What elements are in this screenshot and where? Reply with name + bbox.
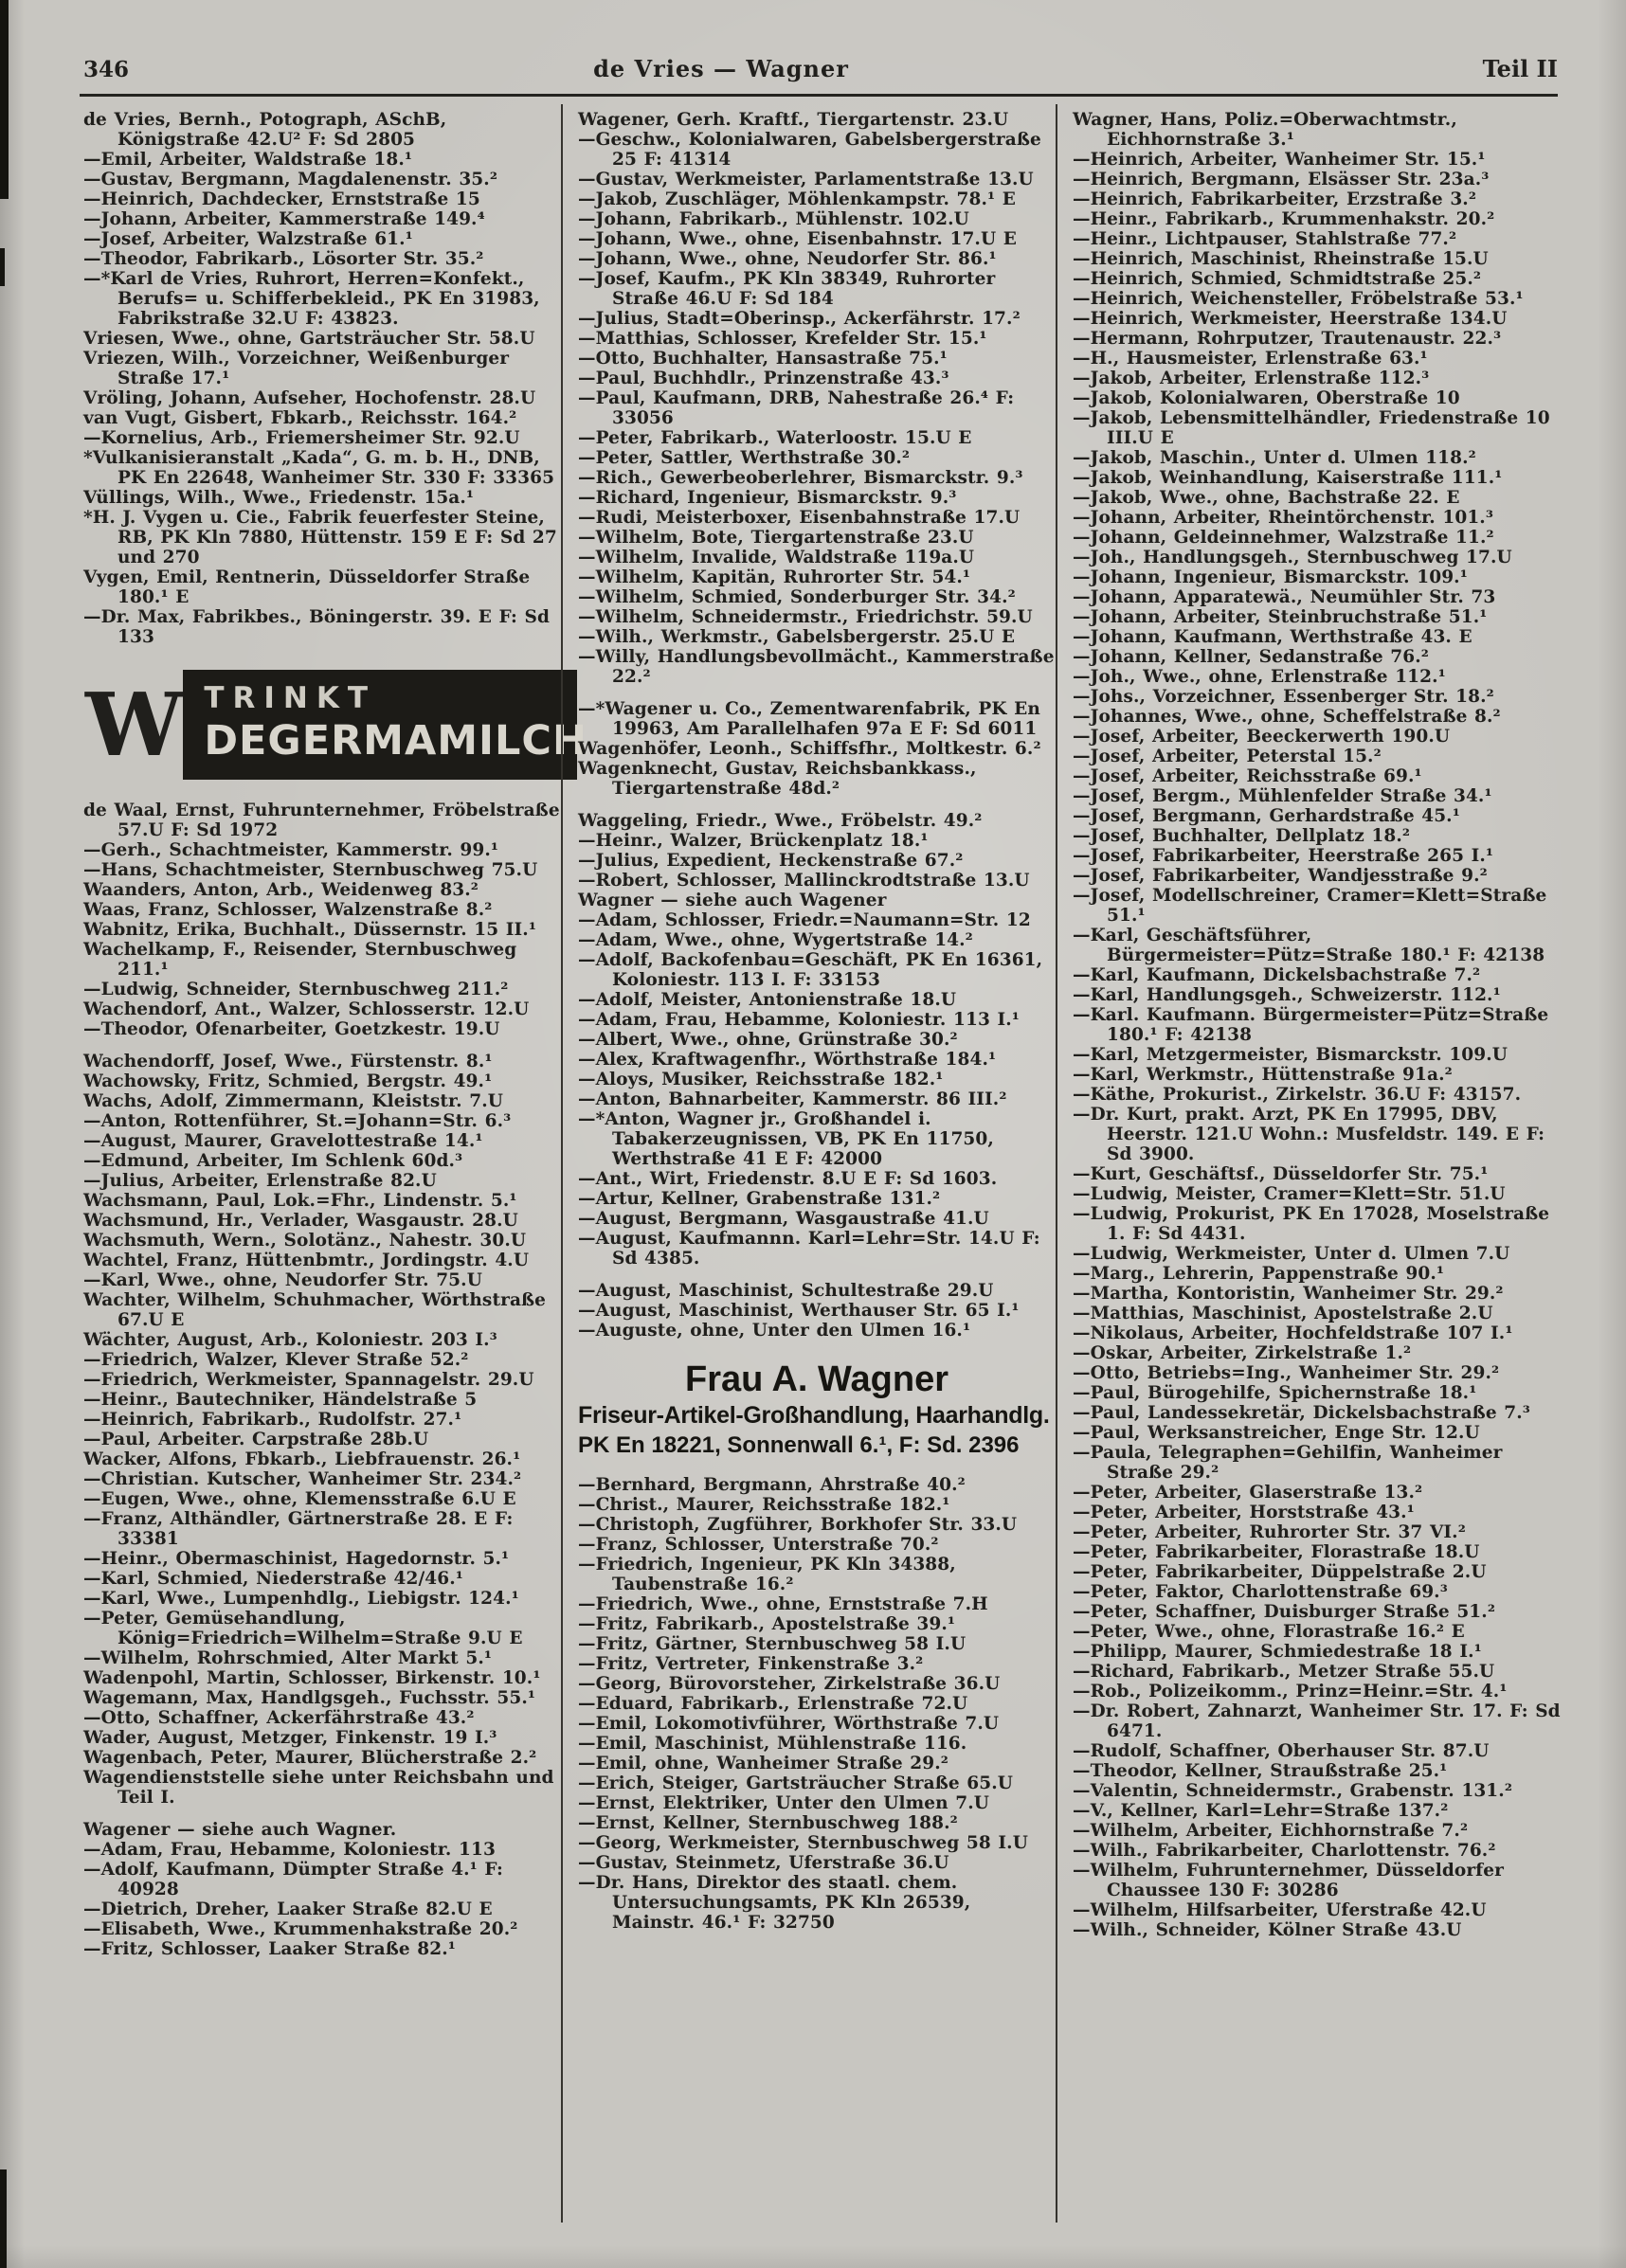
directory-entry: —Eduard, Fabrikarb., Erlenstraße 72.U [578, 1694, 968, 1714]
page-header [83, 55, 1558, 87]
directory-entry: Wachtel, Franz, Hüttenbmtr., Jordingstr. 4.U [83, 1251, 530, 1270]
directory-entry: —Richard, Ingenieur, Bismarckstr. 9.³ [578, 488, 957, 508]
directory-entry: —Heinr., Fabrikarb., Krummenhakstr. 20.² [1073, 209, 1495, 229]
directory-entry: —Fritz, Schlosser, Laaker Straße 82.¹ [83, 1939, 456, 1959]
directory-entry: —Gerh., Schachtmeister, Kammerstr. 99.¹ [83, 840, 499, 860]
directory-entry: —Johann, Kellner, Sedanstraße 76.² [1073, 647, 1429, 667]
directory-entry: —Peter, Schaffner, Duisburger Straße 51.² [1073, 1602, 1496, 1622]
directory-entry: —Ernst, Elektriker, Unter den Ulmen 7.U [578, 1793, 989, 1813]
directory-entry: —Bernhard, Bergmann, Ahrstraße 40.² [578, 1475, 966, 1495]
directory-entry: —Julius, Expedient, Heckenstraße 67.² [578, 851, 964, 871]
directory-entry: —Willy, Handlungsbevollmächt., Kammerstraße 22.² [578, 647, 1055, 687]
directory-entry: —August, Kaufmannn. Karl=Lehr=Str. 14.U F: Sd 4385. [578, 1229, 1040, 1269]
directory-entry: —Friedrich, Walzer, Klever Straße 52.² [83, 1350, 469, 1370]
directory-entry: —Wilh., Fabrikarbeiter, Charlottenstr. 76.² [1073, 1841, 1496, 1861]
directory-entry: —Adam, Frau, Hebamme, Koloniestr. 113 I.¹ [578, 1010, 1020, 1030]
directory-entry: —Fritz, Fabrikarb., Apostelstraße 39.¹ [578, 1614, 956, 1634]
directory-entry: —Peter, Sattler, Werthstraße 30.² [578, 448, 911, 468]
directory-entry: —Wilhelm, Arbeiter, Eichhornstraße 7.² [1073, 1821, 1469, 1841]
directory-entry: —Heinrich, Schmied, Schmidtstraße 25.² [1073, 269, 1482, 289]
directory-entry: —Adolf, Kaufmann, Dümpter Straße 4.¹ F: 40928 [83, 1860, 503, 1899]
directory-entry: —Alex, Kraftwagenfhr., Wörthstraße 184.¹ [578, 1050, 997, 1070]
directory-entry: Waas, Franz, Schlosser, Walzenstraße 8.² [83, 900, 493, 920]
directory-entry: —Friedrich, Ingenieur, PK Kln 34388, Taubenstraße 16.² [578, 1555, 956, 1594]
directory-entry: —Josef, Kaufm., PK Kln 38349, Ruhrorter Straße 46.U F: Sd 184 [578, 269, 996, 309]
directory-entry: —Karl, Geschäftsführer, Bürgermeister=Pütz=Straße 180.¹ F: 42138 [1073, 926, 1545, 965]
directory-entry: —Heinr., Obermaschinist, Hagedornstr. 5.¹ [83, 1549, 510, 1569]
directory-entry: —Heinr., Lichtpauser, Stahlstraße 77.² [1073, 229, 1457, 249]
directory-entry: Wagener — siehe auch Wagner. [83, 1820, 397, 1840]
directory-entry: —Heinrich, Fabrikarbeiter, Erzstraße 3.² [1073, 189, 1477, 209]
directory-entry: Wagenbach, Peter, Maurer, Blücherstraße 2.² [83, 1748, 537, 1768]
directory-entry: —Dr. Max, Fabrikbes., Böningerstr. 39. E F: Sd 133 [83, 607, 550, 647]
wagner-ad-line1: Frau A. Wagner [685, 1359, 948, 1399]
directory-entry: —August, Maschinist, Schultestraße 29.U [578, 1281, 994, 1301]
directory-entry: Wachsmund, Hr., Verlader, Wasgaustr. 28.U [83, 1211, 518, 1231]
directory-entry: Wagendienststelle siehe unter Reichsbahn und Teil I. [83, 1768, 554, 1808]
directory-entry: —Nikolaus, Arbeiter, Hochfeldstraße 107 I.¹ [1073, 1323, 1513, 1343]
part-label: Teil II [1482, 55, 1558, 82]
directory-entry: —*Anton, Wagner jr., Großhandel i. Tabakerzeugnissen, VB, PK En 11750, Werthstraße 41 E F: 42000 [578, 1109, 994, 1169]
directory-entry: Wagenhöfer, Leonh., Schiffsfhr., Moltkestr. 6.² [578, 739, 1041, 759]
column-1 [83, 104, 587, 2223]
directory-entry: —Julius, Stadt=Oberinsp., Ackerfährstr. 17.² [578, 309, 1021, 329]
directory-entry: —Johann, Apparatewä., Neumühler Str. 73 [1073, 587, 1496, 607]
directory-entry: Wagemann, Max, Handlgsgeh., Fuchsstr. 55.¹ [83, 1688, 536, 1708]
directory-entry: —Wilhelm, Invalide, Waldstraße 119a.U [578, 548, 975, 567]
directory-entry: —Matthias, Maschinist, Apostelstraße 2.U [1073, 1304, 1493, 1323]
directory-entry: —Josef, Arbeiter, Peterstal 15.² [1073, 747, 1382, 766]
directory-entry: Wader, August, Metzger, Finkenstr. 19 I.³ [83, 1728, 497, 1748]
header-rule [80, 94, 1558, 97]
directory-entry: —Wilhelm, Schmied, Sonderburger Str. 34.² [578, 587, 1016, 607]
directory-entry: —Peter, Arbeiter, Glaserstraße 13.² [1073, 1483, 1423, 1503]
milk-ad-line2: DEGERMAMILCH [204, 717, 587, 765]
directory-entry: —Karl, Werkmstr., Hüttenstraße 91a.² [1073, 1065, 1453, 1085]
page-number: 346 [83, 57, 130, 82]
directory-entry: —Artur, Kellner, Grabenstraße 131.² [578, 1189, 941, 1209]
directory-entry: —Fritz, Vertreter, Finkenstraße 3.² [578, 1654, 924, 1674]
directory-entry: —Albert, Wwe., ohne, Grünstraße 30.² [578, 1030, 958, 1050]
directory-entry: —Heinrich, Werkmeister, Heerstraße 134.U [1073, 309, 1508, 329]
directory-entry: —Johann, Ingenieur, Bismarckstr. 109.¹ [1073, 567, 1468, 587]
directory-entry: —Ludwig, Schneider, Sternbuschweg 211.² [83, 980, 509, 999]
scan-artifact [0, 248, 5, 286]
directory-entry: —August, Bergmann, Wasgaustraße 41.U [578, 1209, 989, 1229]
directory-entry: —Peter, Arbeiter, Ruhrorter Str. 37 VI.² [1073, 1522, 1466, 1542]
directory-entry: —Jakob, Kolonialwaren, Oberstraße 10 [1073, 388, 1460, 408]
directory-entry: Wachendorff, Josef, Wwe., Fürstenstr. 8.¹ [83, 1052, 493, 1071]
directory-entry: Waggeling, Friedr., Wwe., Fröbelstr. 49.² [578, 811, 983, 831]
directory-entry: —Ant., Wirt, Friedenstr. 8.U E F: Sd 1603. [578, 1169, 998, 1189]
directory-entry: —Peter, Wwe., ohne, Florastraße 16.² E [1073, 1622, 1465, 1642]
directory-entry: —*Karl de Vries, Ruhrort, Herren=Konfekt., Berufs= u. Schifferbekleid., PK En 31983, Fabrikstraße 32.U F: 43823. [83, 269, 540, 329]
running-title: de Vries — Wagner [593, 55, 849, 82]
directory-entry: Wagener, Gerh. Kraftf., Tiergartenstr. 23.U [578, 110, 1009, 130]
directory-entry: —Wilhelm, Rohrschmied, Alter Markt 5.¹ [83, 1648, 493, 1668]
directory-entry: —Paul, Landessekretär, Dickelsbachstraße 7.³ [1073, 1403, 1530, 1423]
directory-entry: —Heinr., Walzer, Brückenplatz 18.¹ [578, 831, 929, 851]
directory-entry: —Gustav, Steinmetz, Uferstraße 36.U [578, 1853, 949, 1873]
directory-entry: —Jakob, Lebensmittelhändler, Friedenstraße 10 III.U E [1073, 408, 1550, 448]
directory-entry: —Paul, Arbeiter. Carpstraße 28b.U [83, 1430, 429, 1449]
directory-entry: —Josef, Bergm., Mühlenfelder Straße 34.¹ [1073, 786, 1492, 806]
directory-entry: —Franz, Schlosser, Unterstraße 70.² [578, 1535, 939, 1555]
directory-entry: —Jakob, Weinhandlung, Kaiserstraße 111.¹ [1073, 468, 1503, 488]
directory-entry: Vüllings, Wilh., Wwe., Friedenstr. 15a.¹ [83, 488, 475, 508]
directory-entry: —Peter, Fabrikarbeiter, Düppelstraße 2.U [1073, 1562, 1487, 1582]
directory-entry: Wabnitz, Erika, Buchhalt., Düssernstr. 15 II.¹ [83, 920, 537, 940]
directory-entry: —Josef, Fabrikarbeiter, Heerstraße 265 I.¹ [1073, 846, 1494, 866]
directory-entry: —Käthe, Prokurist., Zirkelstr. 36.U F: 43157. [1073, 1085, 1522, 1105]
directory-entry: —*Wagener u. Co., Zementwarenfabrik, PK En 19963, Am Parallelhafen 97a E F: Sd 6011 [578, 699, 1040, 739]
directory-entry: —Rudolf, Schaffner, Oberhauser Str. 87.U [1073, 1741, 1490, 1761]
spacer [83, 1039, 561, 1052]
directory-entry: —Geschw., Kolonialwaren, Gabelsbergerstraße 25 F: 41314 [578, 130, 1041, 170]
directory-entry: —Philipp, Maurer, Schmiedestraße 18 I.¹ [1073, 1642, 1482, 1662]
directory-entry: Vriezen, Wilh., Vorzeichner, Weißenburger Straße 17.¹ [83, 349, 510, 388]
directory-entry: —Otto, Buchhalter, Hansastraße 75.¹ [578, 349, 948, 369]
directory-entry: —Emil, ohne, Wanheimer Straße 29.² [578, 1754, 948, 1773]
directory-entry: —Otto, Betriebs=Ing., Wanheimer Str. 29.² [1073, 1363, 1500, 1383]
directory-entry: —Valentin, Schneidermstr., Grabenstr. 131.² [1073, 1781, 1513, 1801]
directory-entry: —Johannes, Wwe., ohne, Scheffelstraße 8.² [1073, 707, 1501, 727]
directory-entry: —Marg., Lehrerin, Pappenstraße 90.¹ [1073, 1264, 1445, 1284]
column-3 [1056, 104, 1563, 2223]
directory-entry: —Peter, Arbeiter, Horststraße 43.¹ [1073, 1503, 1415, 1522]
directory-entry: —Johann, Arbeiter, Steinbruchstraße 51.¹ [1073, 607, 1488, 627]
directory-entry: —Josef, Fabrikarbeiter, Wandjesstraße 9.² [1073, 866, 1488, 886]
spacer [578, 1269, 1056, 1281]
directory-columns [83, 104, 1563, 2223]
directory-entry: —Karl, Wwe., Lumpenhdlg., Liebigstr. 124.¹ [83, 1589, 519, 1609]
directory-entry: —Joh., Handlungsgeh., Sternbuschweg 17.U [1073, 548, 1512, 567]
directory-entry: —Christ., Maurer, Reichsstraße 182.¹ [578, 1495, 950, 1515]
directory-entry: —August, Maschinist, Werthauser Str. 65 I.¹ [578, 1301, 1020, 1321]
directory-entry: Wachsmann, Paul, Lok.=Fhr., Lindenstr. 5.¹ [83, 1191, 517, 1211]
directory-entry: Wachs, Adolf, Zimmermann, Kleiststr. 7.U [83, 1091, 504, 1111]
directory-entry: —Heinrich, Dachdecker, Ernststraße 15 [83, 189, 480, 209]
directory-entry: —Elisabeth, Wwe., Krummenhakstraße 20.² [83, 1919, 518, 1939]
section-initial-w: W [85, 674, 184, 776]
directory-entry: Wachowsky, Fritz, Schmied, Bergstr. 49.¹ [83, 1071, 493, 1091]
directory-entry: —Christoph, Zugführer, Borkhofer Str. 33.U [578, 1515, 1018, 1535]
directory-entry: —Hans, Schachtmeister, Sternbuschweg 75.U [83, 860, 538, 880]
directory-entry: —Johann, Kaufmann, Werthstraße 43. E [1073, 627, 1472, 647]
directory-entry: —Josef, Arbeiter, Reichsstraße 69.¹ [1073, 766, 1422, 786]
directory-entry: —Jakob, Zuschläger, Möhlenkampstr. 78.¹ E [578, 189, 1016, 209]
directory-entry: —Oskar, Arbeiter, Zirkelstraße 1.² [1073, 1343, 1412, 1363]
directory-entry: —Georg, Bürovorsteher, Zirkelstraße 36.U [578, 1674, 1001, 1694]
directory-entry: —Wilh., Werkmstr., Gabelsbergerstr. 25.U E [578, 627, 1016, 647]
directory-entry: Wachendorf, Ant., Walzer, Schlosserstr. 12.U [83, 999, 530, 1019]
directory-entry: Wachsmuth, Wern., Solotänz., Nahestr. 30.U [83, 1231, 527, 1251]
directory-entry: —Peter, Gemüsehandlung, König=Friedrich=Wilhelm=Straße 9.U E [83, 1609, 523, 1648]
directory-entry: —Emil, Lokomotivführer, Wörthstraße 7.U [578, 1714, 1000, 1734]
directory-entry: —Peter, Fabrikarb., Waterloostr. 15.U E [578, 428, 972, 448]
directory-entry: —Heinr., Bautechniker, Händelstraße 5 [83, 1390, 478, 1410]
directory-entry: —Robert, Schlosser, Mallinckrodtstraße 13.U [578, 871, 1030, 891]
directory-entry: —Franz, Althändler, Gärtnerstraße 28. E F: 33381 [83, 1509, 514, 1549]
directory-entry: —Julius, Arbeiter, Erlenstraße 82.U [83, 1171, 437, 1191]
directory-entry: —Wilhelm, Hilfsarbeiter, Uferstraße 42.U [1073, 1900, 1487, 1920]
directory-entry: —V., Kellner, Karl=Lehr=Straße 137.² [1073, 1801, 1449, 1821]
directory-entry: —Johs., Vorzeichner, Essenberger Str. 18.² [1073, 687, 1494, 707]
directory-entry: —Ludwig, Prokurist, PK En 17028, Moselstraße 1. F: Sd 4431. [1073, 1204, 1550, 1244]
directory-entry: —Theodor, Fabrikarb., Lösorter Str. 35.² [83, 249, 484, 269]
directory-entry: —Johann, Fabrikarb., Mühlenstr. 102.U [578, 209, 969, 229]
directory-entry: —Dietrich, Dreher, Laaker Straße 82.U E [83, 1899, 493, 1919]
directory-entry: —Paul, Werksanstreicher, Enge Str. 12.U [1073, 1423, 1480, 1443]
directory-entry: —Jakob, Maschin., Unter d. Ulmen 118.² [1073, 448, 1476, 468]
directory-entry: —Adolf, Backofenbau=Geschäft, PK En 16361, Koloniestr. 113 I. F: 33153 [578, 950, 1043, 990]
directory-entry: —Friedrich, Werkmeister, Spannagelstr. 29.U [83, 1370, 534, 1390]
directory-entry: —Ludwig, Meister, Cramer=Klett=Str. 51.U [1073, 1184, 1506, 1204]
directory-entry: —Wilh., Schneider, Kölner Straße 43.U [1073, 1920, 1462, 1940]
directory-entry: —Eugen, Wwe., ohne, Klemensstraße 6.U E [83, 1489, 516, 1509]
directory-entry: —Heinrich, Arbeiter, Wanheimer Str. 15.¹ [1073, 150, 1486, 170]
directory-entry: —Paul, Bürogehilfe, Spichernstraße 18.¹ [1073, 1383, 1477, 1403]
milk-ad-box [183, 670, 587, 780]
directory-entry: —Heinrich, Bergmann, Elsässer Str. 23a.³ [1073, 170, 1490, 189]
directory-entry: —Karl, Schmied, Niederstraße 42/46.¹ [83, 1569, 463, 1589]
directory-entry: Vriesen, Wwe., ohne, Gartsträucher Str. 58.U [83, 329, 535, 349]
directory-entry: —Adam, Frau, Hebamme, Koloniestr. 113 [83, 1840, 496, 1860]
directory-entry: —Heinrich, Maschinist, Rheinstraße 15.U [1073, 249, 1489, 269]
directory-entry: de Vries, Bernh., Potograph, ASchB, Königstraße 42.U² F: Sd 2805 [83, 110, 447, 150]
directory-entry: —H., Hausmeister, Erlenstraße 63.¹ [1073, 349, 1428, 369]
directory-entry: —Ludwig, Werkmeister, Unter d. Ulmen 7.U [1073, 1244, 1510, 1264]
directory-entry: Wadenpohl, Martin, Schlosser, Birkenstr. 10.¹ [83, 1668, 541, 1688]
directory-entry: —Emil, Maschinist, Mühlenstraße 116. [578, 1734, 967, 1754]
directory-entry: —Otto, Schaffner, Ackerfährstraße 43.² [83, 1708, 475, 1728]
directory-entry: —Christian. Kutscher, Wanheimer Str. 234.² [83, 1469, 522, 1489]
directory-entry: —Friedrich, Wwe., ohne, Ernststraße 7.H [578, 1594, 988, 1614]
directory-entry: —Theodor, Ofenarbeiter, Goetzkestr. 19.U [83, 1019, 500, 1039]
directory-entry: —Josef, Modellschreiner, Cramer=Klett=Straße 51.¹ [1073, 886, 1547, 926]
directory-entry: Waanders, Anton, Arb., Weidenweg 83.² [83, 880, 479, 900]
directory-entry: —Karl, Wwe., ohne, Neudorfer Str. 75.U [83, 1270, 482, 1290]
directory-entry: Wachter, Wilhelm, Schuhmacher, Wörthstraße 67.U E [83, 1290, 547, 1330]
directory-entry: —Paula, Telegraphen=Gehilfin, Wanheimer Straße 29.² [1073, 1443, 1503, 1483]
directory-entry: —Jakob, Arbeiter, Erlenstraße 112.³ [1073, 369, 1430, 388]
directory-entry: —Dr. Hans, Direktor des staatl. chem. Untersuchungsamts, PK Kln 26539, Mainstr. 46.¹ F: 32750 [578, 1873, 971, 1933]
directory-entry: —Wilhelm, Fuhrunternehmer, Düsseldorfer Chaussee 130 F: 30286 [1073, 1861, 1504, 1900]
directory-entry: —Hermann, Rohrputzer, Trautenaustr. 22.³ [1073, 329, 1502, 349]
directory-entry: —Johann, Arbeiter, Rheintörchenstr. 101.³ [1073, 508, 1494, 528]
wagner-ad-line3: PK En 18221, Sonnenwall 6.¹, F: Sd. 2396 [578, 1432, 1020, 1458]
directory-entry: —Karl, Metzgermeister, Bismarckstr. 109.U [1073, 1045, 1509, 1065]
directory-entry: —Peter, Faktor, Charlottenstraße 69.³ [1073, 1582, 1448, 1602]
spacer [578, 799, 1056, 811]
directory-entry: —Joh., Wwe., ohne, Erlenstraße 112.¹ [1073, 667, 1446, 687]
directory-entry: —Johann, Wwe., ohne, Eisenbahnstr. 17.U E [578, 229, 1017, 249]
milk-ad-line1: TRINKT [204, 681, 376, 715]
directory-entry: —Wilhelm, Schneidermstr., Friedrichstr. 59.U [578, 607, 1033, 627]
directory-entry: —Erich, Steiger, Gartsträucher Straße 65.U [578, 1773, 1013, 1793]
directory-entry: —Emil, Arbeiter, Waldstraße 18.¹ [83, 150, 413, 170]
directory-entry: —Johann, Arbeiter, Kammerstraße 149.⁴ [83, 209, 485, 229]
directory-entry: —Josef, Arbeiter, Beeckerwerth 190.U [1073, 727, 1451, 747]
directory-entry: —Wilhelm, Kapitän, Ruhrorter Str. 54.¹ [578, 567, 971, 587]
spacer [83, 1808, 561, 1820]
directory-entry: de Waal, Ernst, Fuhrunternehmer, Fröbelstraße 57.U F: Sd 1972 [83, 801, 560, 840]
directory-entry: —Ernst, Kellner, Sternbuschweg 188.² [578, 1813, 958, 1833]
directory-entry: —Rich., Gewerbeoberlehrer, Bismarckstr. 9.³ [578, 468, 1023, 488]
directory-entry: —Adam, Schlosser, Friedr.=Naumann=Str. 12 [578, 910, 1031, 930]
column-2 [561, 104, 1056, 2223]
directory-entry: —Johann, Wwe., ohne, Neudorfer Str. 86.¹ [578, 249, 997, 269]
directory-entry: —Dr. Robert, Zahnarzt, Wanheimer Str. 17. F: Sd 6471. [1073, 1701, 1561, 1741]
directory-entry: —Josef, Buchhalter, Dellplatz 18.² [1073, 826, 1411, 846]
directory-entry: —Auguste, ohne, Unter den Ulmen 16.¹ [578, 1321, 971, 1341]
directory-entry: —Adam, Wwe., ohne, Wygertstraße 14.² [578, 930, 973, 950]
directory-entry: —Richard, Fabrikarb., Metzer Straße 55.U [1073, 1662, 1495, 1682]
directory-entry: —Aloys, Musiker, Reichsstraße 182.¹ [578, 1070, 944, 1089]
scan-artifact [0, 0, 9, 199]
directory-entry: —Josef, Arbeiter, Walzstraße 61.¹ [83, 229, 413, 249]
directory-entry: —Paul, Kaufmann, DRB, Nahestraße 26.⁴ F: 33056 [578, 388, 1015, 428]
directory-entry: —Karl. Kaufmann. Bürgermeister=Pütz=Straße 180.¹ F: 42138 [1073, 1005, 1549, 1045]
directory-entry: —Gustav, Werkmeister, Parlamentstraße 13.U [578, 170, 1034, 189]
directory-entry: —Josef, Bergmann, Gerhardstraße 45.¹ [1073, 806, 1460, 826]
directory-entry: —Georg, Werkmeister, Sternbuschweg 58 I.U [578, 1833, 1028, 1853]
directory-entry: *H. J. Vygen u. Cie., Fabrik feuerfester Steine, RB, PK Kln 7880, Hüttenstr. 159 E F: Sd 27 und 270 [83, 508, 557, 567]
directory-entry: Wagner, Hans, Poliz.=Oberwachtmstr., Eichhornstraße 3.¹ [1073, 110, 1457, 150]
directory-entry: —August, Maurer, Gravelottestraße 14.¹ [83, 1131, 483, 1151]
directory-entry: —Anton, Bahnarbeiter, Kammerstr. 86 III.² [578, 1089, 1007, 1109]
directory-entry: —Heinrich, Fabrikarb., Rudolfstr. 27.¹ [83, 1410, 462, 1430]
directory-entry: —Edmund, Arbeiter, Im Schlenk 60d.³ [83, 1151, 463, 1171]
directory-entry: —Karl, Handlungsgeh., Schweizerstr. 112.¹ [1073, 985, 1501, 1005]
directory-entry: —Karl, Kaufmann, Dickelsbachstraße 7.² [1073, 965, 1481, 985]
directory-entry: —Kurt, Geschäftsf., Düsseldorfer Str. 75.¹ [1073, 1164, 1489, 1184]
directory-entry: —Anton, Rottenführer, St.=Johann=Str. 6.³ [83, 1111, 512, 1131]
directory-entry: —Martha, Kontoristin, Wanheimer Str. 29.² [1073, 1284, 1504, 1304]
directory-entry: van Vugt, Gisbert, Fbkarb., Reichsstr. 164.² [83, 408, 517, 428]
directory-entry: —Kornelius, Arb., Friemersheimer Str. 92.U [83, 428, 520, 448]
directory-entry: —Peter, Fabrikarbeiter, Florastraße 18.U [1073, 1542, 1480, 1562]
directory-entry: —Gustav, Bergmann, Magdalenenstr. 35.² [83, 170, 498, 189]
directory-entry: Wacker, Alfons, Fbkarb., Liebfrauenstr. 26.¹ [83, 1449, 521, 1469]
directory-entry: —Theodor, Kellner, Straußstraße 25.¹ [1073, 1761, 1448, 1781]
directory-entry: —Rob., Polizeikomm., Prinz=Heinr.=Str. 4.¹ [1073, 1682, 1508, 1701]
directory-entry: Wagner — siehe auch Wagener [578, 891, 887, 910]
directory-entry: —Heinrich, Weichensteller, Fröbelstraße 53.¹ [1073, 289, 1524, 309]
wagner-ad-line2: Friseur-Artikel-Großhandlung, Haarhandlg. [578, 1402, 1050, 1429]
degerma-milk-ad [85, 670, 587, 780]
directory-entry: Vygen, Emil, Rentnerin, Düsseldorfer Straße 180.¹ E [83, 567, 531, 607]
spacer [578, 687, 1056, 699]
directory-entry: —Wilhelm, Bote, Tiergartenstraße 23.U [578, 528, 974, 548]
directory-entry: —Matthias, Schlosser, Krefelder Str. 15.¹ [578, 329, 987, 349]
directory-entry: —Dr. Kurt, prakt. Arzt, PK En 17995, DBV, Heerstr. 121.U Wohn.: Musfeldstr. 149. E F: Sd 3900. [1073, 1105, 1545, 1164]
directory-entry: Wachelkamp, F., Reisender, Sternbuschweg 211.¹ [83, 940, 517, 980]
directory-entry: Wächter, August, Arb., Koloniestr. 203 I.³ [83, 1330, 497, 1350]
directory-entry: —Paul, Buchhdlr., Prinzenstraße 43.³ [578, 369, 949, 388]
frau-wagner-ad [578, 1359, 1056, 1460]
directory-entry: —Johann, Geldeinnehmer, Walzstraße 11.² [1073, 528, 1494, 548]
directory-entry: —Fritz, Gärtner, Sternbuschweg 58 I.U [578, 1634, 967, 1654]
directory-entry: Vröling, Johann, Aufseher, Hochofenstr. 28.U [83, 388, 536, 408]
directory-entry: —Rudi, Meisterboxer, Eisenbahnstraße 17.U [578, 508, 1021, 528]
directory-entry: *Vulkanisieranstalt „Kada“, G. m. b. H., DNB, PK En 22648, Wanheimer Str. 330 F: 33365 [83, 448, 555, 488]
directory-entry: Wagenknecht, Gustav, Reichsbankkass., Tiergartenstraße 48d.² [578, 759, 977, 799]
directory-entry: —Adolf, Meister, Antonienstraße 18.U [578, 990, 957, 1010]
scan-artifact [0, 2169, 7, 2268]
directory-entry: —Jakob, Wwe., ohne, Bachstraße 22. E [1073, 488, 1460, 508]
